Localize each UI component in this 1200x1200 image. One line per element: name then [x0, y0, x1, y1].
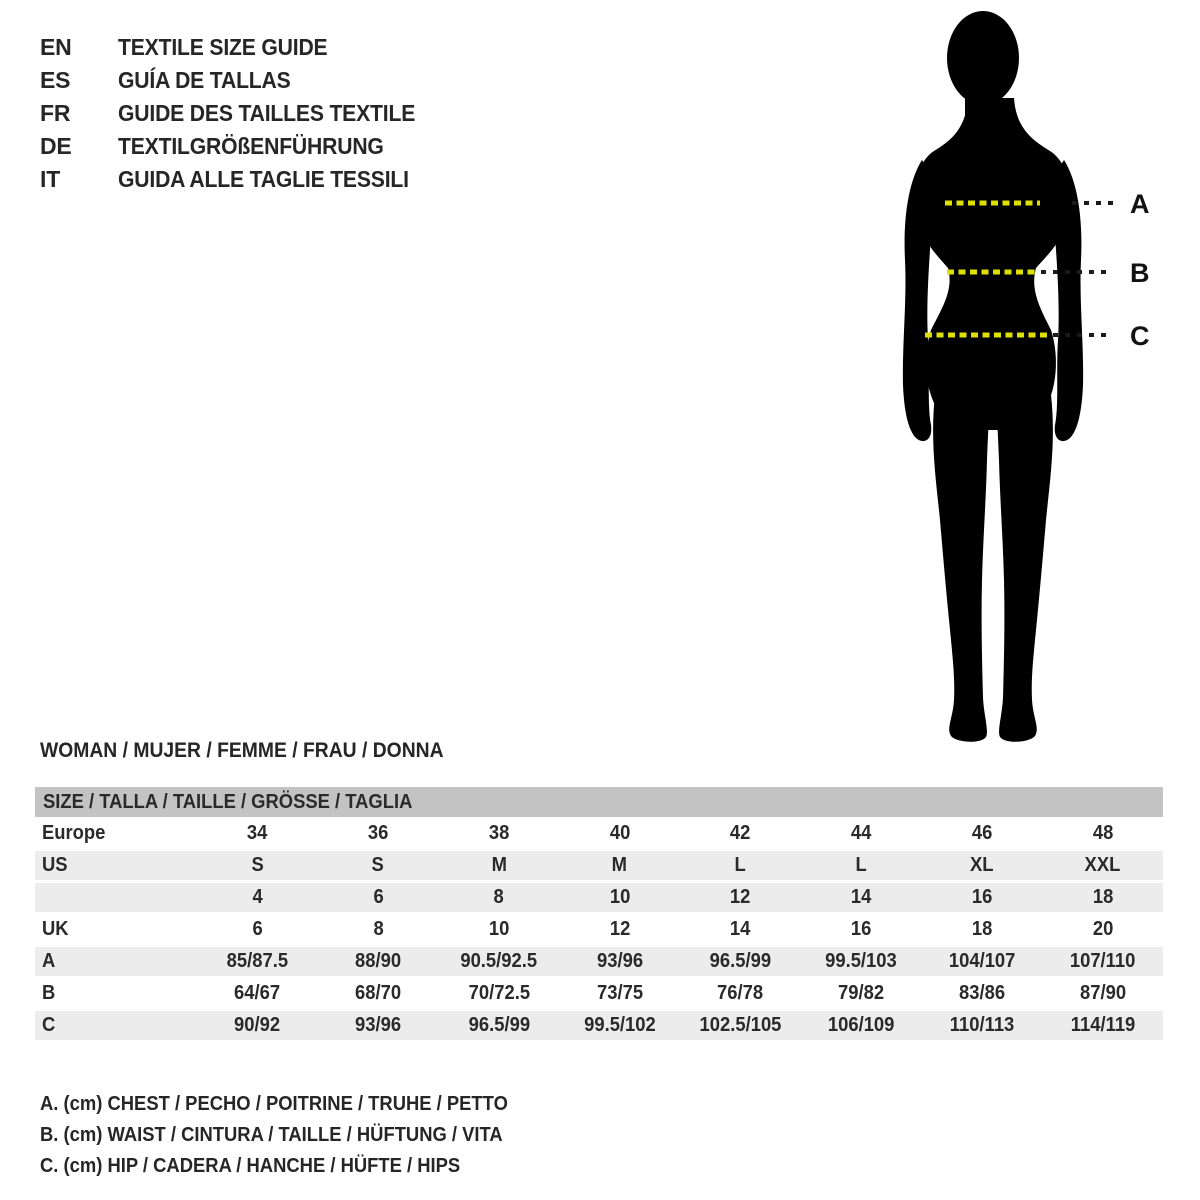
table-row	[35, 1011, 1163, 1040]
size-value-cell: 48	[1092, 822, 1113, 844]
size-value-cell: 10	[609, 886, 630, 908]
table-row	[35, 883, 1163, 912]
size-value-cell: 42	[730, 822, 751, 844]
silhouette-left-arm	[903, 160, 932, 441]
section-title	[40, 739, 479, 763]
chest-label: A	[1130, 189, 1150, 219]
language-code: IT	[40, 166, 61, 192]
size-value-cell: 14	[850, 886, 872, 908]
language-guide-title: GUÍA DE TALLAS	[118, 67, 291, 93]
language-code: EN	[40, 34, 72, 60]
size-value-cell: 114/119	[1070, 1014, 1135, 1036]
size-value-cell: 70/72.5	[468, 982, 530, 1004]
legend-line-text: B. (cm) WAIST / CINTURA / TAILLE / HÜFTUNG / VITA	[40, 1124, 503, 1146]
size-value-cell: 85/87.5	[226, 950, 289, 972]
silhouette-left-leg	[933, 392, 989, 742]
legend-line	[40, 1151, 549, 1182]
measurement-figure	[850, 0, 1200, 760]
size-value-cell: 18	[1092, 886, 1113, 908]
size-value-cell: 110/113	[949, 1014, 1015, 1036]
measurement-legend	[40, 1089, 549, 1182]
size-value-cell: 16	[850, 918, 872, 940]
language-row	[40, 163, 441, 196]
size-value-cell: S	[251, 854, 264, 876]
size-value-cell: 12	[609, 918, 630, 940]
silhouette-right-arm	[1055, 160, 1084, 441]
row-label: US	[42, 854, 68, 876]
language-title-block	[40, 31, 441, 196]
size-value-cell: 10	[488, 918, 510, 940]
size-value-cell: 44	[850, 822, 872, 844]
size-value-cell: 73/75	[596, 982, 643, 1004]
size-table	[35, 787, 1163, 1043]
size-value-cell: 36	[367, 822, 389, 844]
size-value-cell: 68/70	[355, 982, 402, 1004]
size-table-body	[35, 819, 1163, 1040]
size-value-cell: XL	[970, 854, 994, 876]
size-value-cell: 88/90	[355, 950, 402, 972]
size-value-cell: 90/92	[234, 1014, 281, 1036]
size-value-cell: 64/67	[234, 982, 281, 1004]
size-value-cell: M	[491, 854, 507, 876]
row-label: UK	[42, 918, 69, 940]
table-row	[35, 819, 1163, 848]
legend-line-text: A. (cm) CHEST / PECHO / POITRINE / TRUHE / PETTO	[40, 1093, 508, 1115]
table-row	[35, 979, 1163, 1008]
size-value-cell: 20	[1092, 918, 1113, 940]
table-row	[35, 947, 1163, 976]
language-code: FR	[40, 100, 71, 126]
size-value-cell: 8	[373, 918, 384, 940]
language-guide-title: TEXTILE SIZE GUIDE	[118, 34, 328, 60]
language-guide-title: GUIDA ALLE TAGLIE TESSILI	[118, 166, 409, 192]
size-value-cell: 107/110	[1069, 950, 1136, 972]
size-value-cell: 76/78	[717, 982, 764, 1004]
size-value-cell: 99.5/103	[825, 950, 897, 972]
size-value-cell: S	[371, 854, 385, 876]
size-value-cell: 34	[247, 822, 268, 844]
size-value-cell: 6	[252, 918, 263, 940]
size-value-cell: 99.5/102	[583, 1014, 656, 1036]
size-value-cell: 96.5/99	[468, 1014, 530, 1036]
size-value-cell: 102.5/105	[699, 1014, 782, 1036]
language-row	[40, 31, 441, 64]
size-value-cell: 46	[971, 822, 993, 844]
size-value-cell: 16	[971, 886, 993, 908]
woman-silhouette	[903, 11, 1083, 742]
row-label: A	[42, 950, 56, 972]
size-table-header	[35, 787, 1163, 817]
size-value-cell: 79/82	[838, 982, 885, 1004]
row-label: C	[42, 1014, 56, 1036]
table-row	[35, 851, 1163, 880]
legend-line	[40, 1089, 549, 1120]
size-value-cell: 38	[488, 822, 510, 844]
size-value-cell: 18	[971, 918, 993, 940]
language-code: DE	[40, 133, 72, 159]
size-table-header-text: SIZE / TALLA / TAILLE / GRÖSSE / TAGLIA	[43, 790, 413, 813]
language-guide-title: TEXTILGRÖßENFÜHRUNG	[118, 133, 384, 159]
section-title-text: WOMAN / MUJER / FEMME / FRAU / DONNA	[40, 739, 444, 762]
size-value-cell: 87/90	[1079, 982, 1126, 1004]
size-value-cell: 90.5/92.5	[460, 950, 538, 972]
row-label	[35, 883, 197, 912]
language-row	[40, 97, 441, 130]
table-row	[35, 915, 1163, 944]
hip-label: C	[1130, 321, 1150, 351]
size-value-cell: 93/96	[596, 950, 643, 972]
size-value-cell: 93/96	[355, 1014, 402, 1036]
size-value-cell: 6	[373, 886, 384, 908]
size-value-cell: 4	[252, 886, 263, 908]
size-value-cell: XXL	[1084, 854, 1121, 876]
size-value-cell: 40	[609, 822, 630, 844]
size-value-cell: L	[734, 854, 746, 876]
row-label: B	[42, 982, 56, 1004]
size-value-cell: 8	[493, 886, 504, 908]
size-value-cell: 106/109	[827, 1014, 895, 1036]
size-value-cell: L	[855, 854, 867, 876]
language-guide-title: GUIDE DES TAILLES TEXTILE	[118, 100, 416, 126]
silhouette-torso	[916, 98, 1070, 430]
size-value-cell: 83/86	[958, 982, 1005, 1004]
language-code: ES	[40, 67, 71, 93]
size-value-cell: M	[611, 854, 628, 876]
size-value-cell: 104/107	[948, 950, 1016, 972]
language-row	[40, 64, 441, 97]
size-value-cell: 96.5/99	[709, 950, 772, 972]
waist-label: B	[1130, 258, 1150, 288]
legend-line-text: C. (cm) HIP / CADERA / HANCHE / HÜFTE / HIPS	[40, 1155, 461, 1177]
size-value-cell: 12	[730, 886, 751, 908]
language-row	[40, 130, 441, 163]
size-value-cell: 14	[730, 918, 751, 940]
silhouette-right-leg	[997, 392, 1053, 742]
row-label: Europe	[42, 822, 106, 844]
legend-line	[40, 1120, 549, 1151]
